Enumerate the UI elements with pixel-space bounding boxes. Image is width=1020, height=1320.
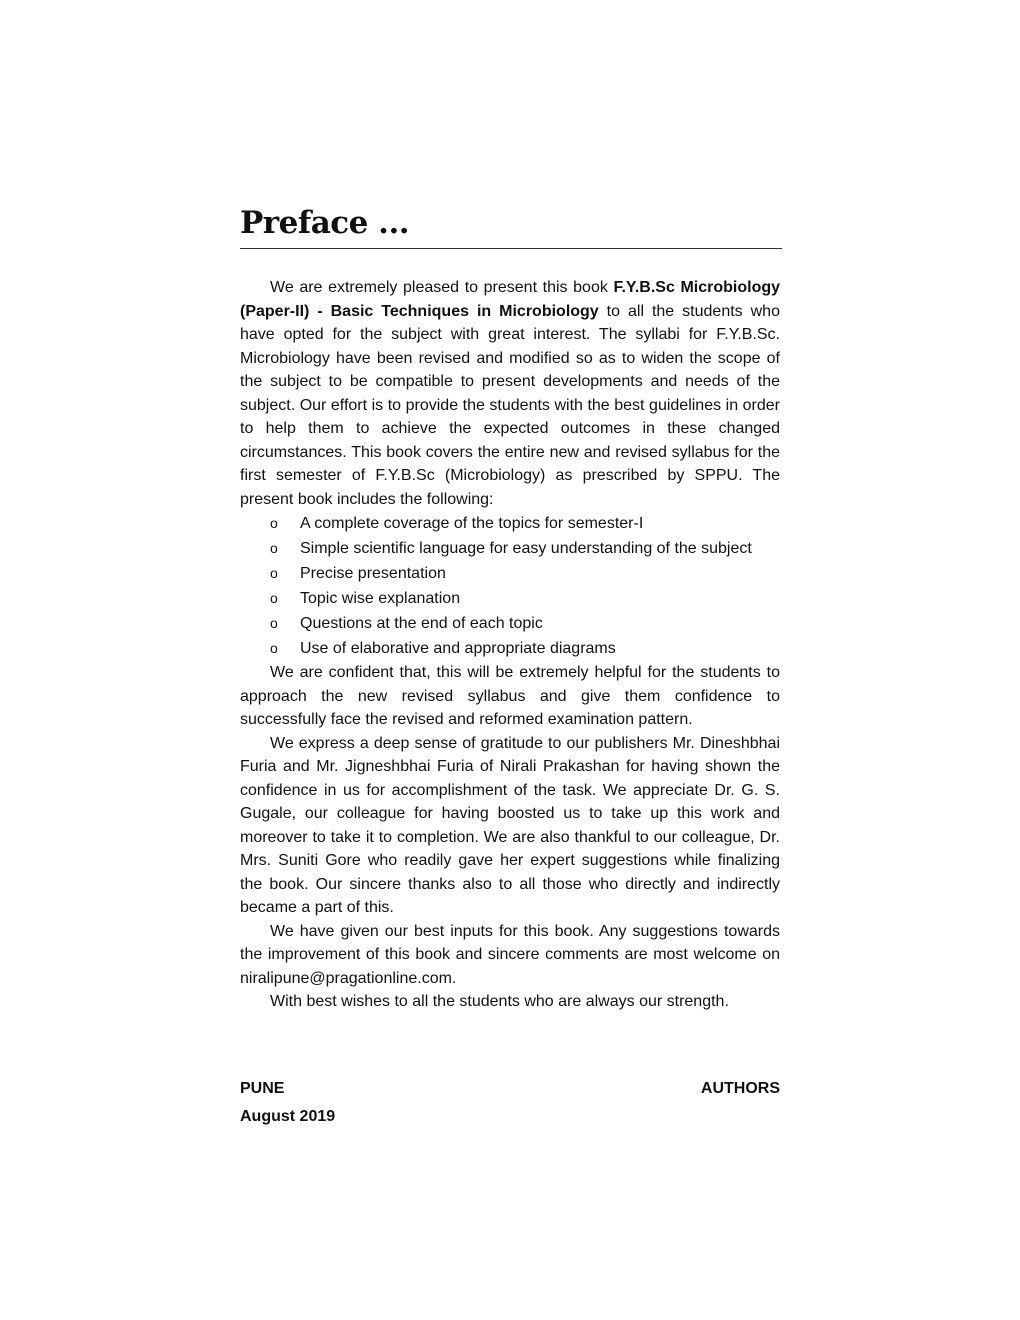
bullet-icon: o: [270, 540, 278, 556]
list-item: [240, 586, 780, 611]
feature-list: [240, 511, 780, 661]
intro-paragraph: [240, 276, 780, 511]
confidence-paragraph: We are confident that, this will be extremely helpful for the students to approach the new revised syllabus and give them confidence to successfully face the revised and reformed examination pattern.: [240, 664, 780, 728]
bullet-icon: o: [270, 590, 278, 606]
intro-text-start: We are extremely pleased to present this book: [270, 279, 608, 296]
bullet-icon: o: [270, 615, 278, 631]
list-item-text: Topic wise explanation: [300, 590, 461, 607]
page-title: Preface ...: [240, 205, 410, 241]
book-title: F.Y.B.Sc Microbiology (Paper-II) - Basic Techniques in Microbiology: [240, 279, 781, 320]
list-item: [240, 611, 780, 636]
footer-signature: AUTHORS: [700, 1080, 780, 1097]
bullet-icon: o: [270, 515, 278, 531]
preface-body: [240, 276, 780, 1014]
bullet-icon: o: [270, 640, 278, 656]
footer-place-date: [240, 1075, 335, 1131]
list-item: [240, 636, 780, 661]
list-item-text: Questions at the end of each topic: [300, 615, 543, 632]
footer-date: August 2019: [240, 1108, 336, 1125]
list-item: [240, 536, 780, 561]
suggestions-paragraph: We have given our best inputs for this book. Any suggestions towards the improvement of this book and sincere comments are most welcome on niralipune@pragationline.com.: [240, 922, 780, 987]
list-item: [240, 561, 780, 586]
list-item-text: Precise presentation: [300, 565, 446, 582]
footer-place: PUNE: [240, 1080, 285, 1097]
list-item-text: Simple scientific language for easy understanding of the subject: [300, 540, 752, 557]
best-wishes-paragraph: With best wishes to all the students who are always our strength.: [270, 993, 729, 1010]
title-underline: [240, 248, 782, 249]
bullet-icon: o: [270, 565, 278, 581]
list-item: [240, 511, 780, 536]
list-item-text: A complete coverage of the topics for semester-I: [300, 515, 644, 532]
intro-text-rest: to all the students who have opted for the subject with great interest. The syllabi for F.Y.B.Sc. Microbiology have been revised and modified so as to widen the scope of the subject to be compatible to present developments and needs of the subject. Our effort is to provide the students with the best guidelines in order to help them to achieve the expected outcomes in these changed circumstances. This book covers the entire new and revised syllabus for the first semester of F.Y.B.Sc (Microbiology) as prescribed by SPPU. The present book includes the following:: [240, 302, 780, 508]
gratitude-paragraph: We express a deep sense of gratitude to our publishers Mr. Dineshbhai Furia and Mr. Jigneshbhai Furia of Nirali Prakashan for having shown the confidence in us for accomplishment of the task. We appreciate Dr. G. S. Gugale, our colleague for having boosted us to take up this work and moreover to take it to completion. We are also thankful to our colleague, Dr. Mrs. Suniti Gore who readily gave her expert suggestions while finalizing the book. Our sincere thanks also to all those who directly and indirectly became a part of this.: [240, 734, 780, 916]
list-item-text: Use of elaborative and appropriate diagrams: [300, 640, 616, 657]
